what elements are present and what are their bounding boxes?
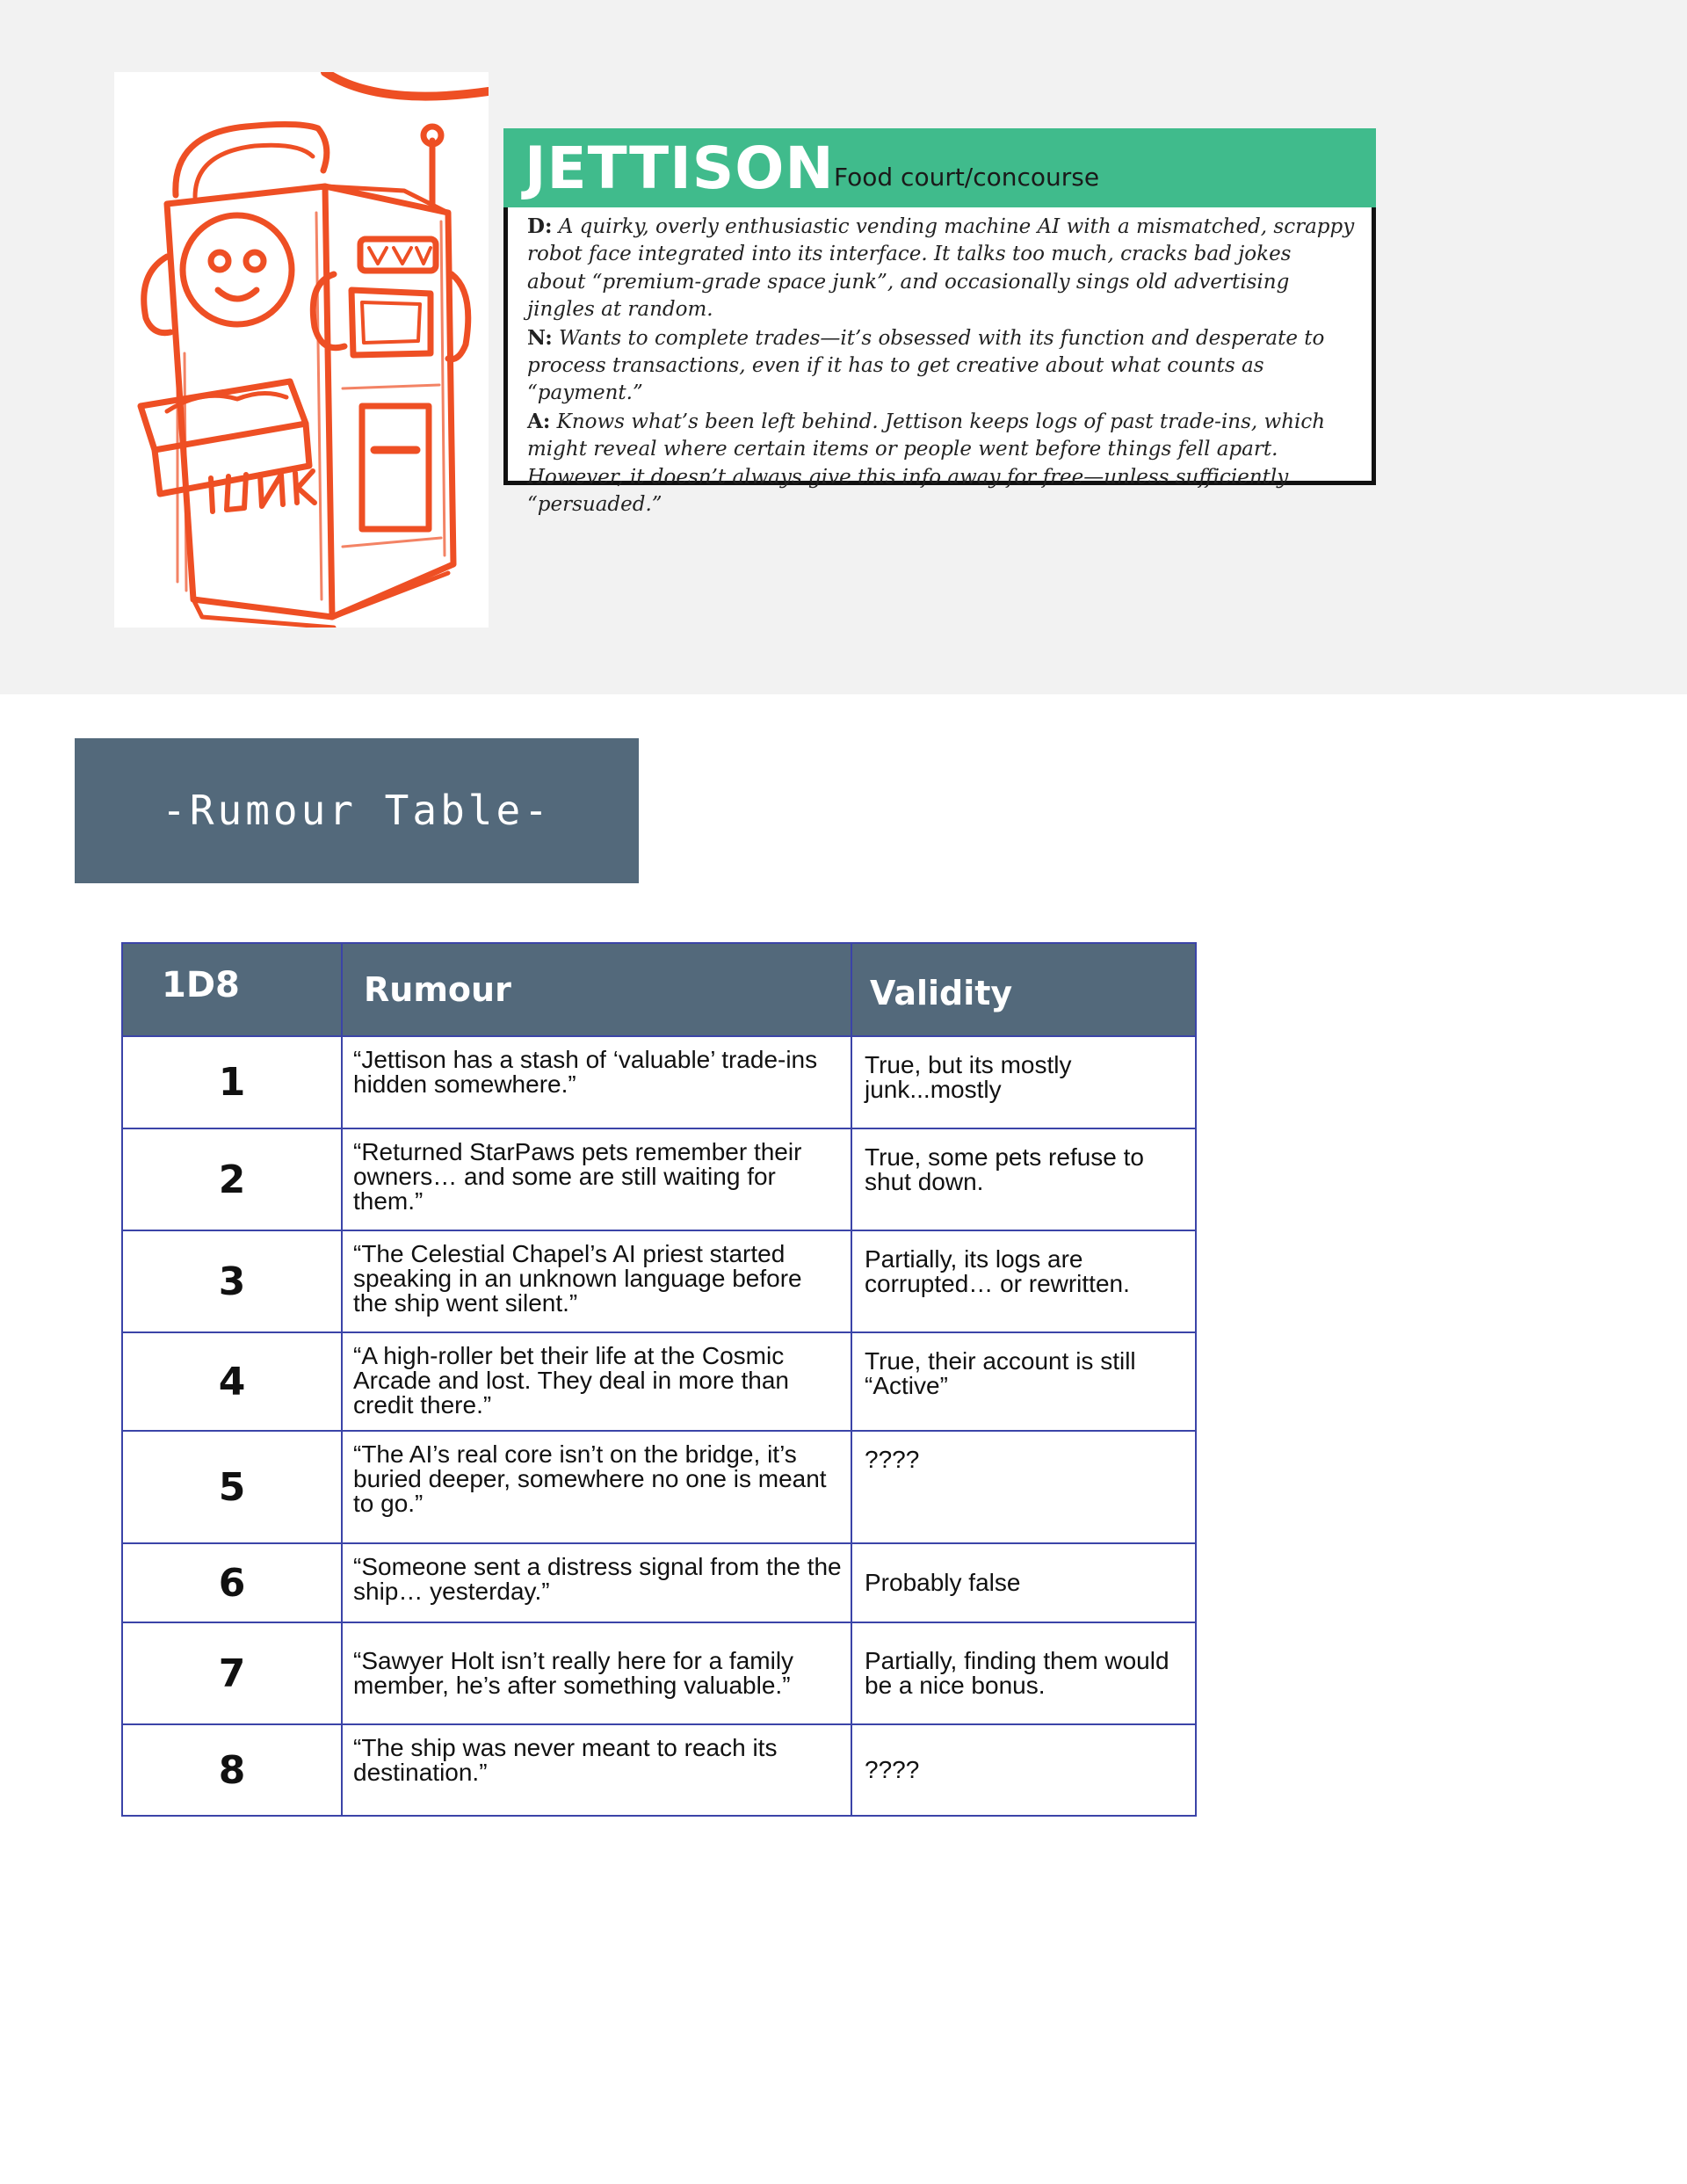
table-header-row (122, 943, 1196, 1036)
header-validity: Validity (851, 943, 1196, 1036)
npc-card (503, 128, 1376, 517)
npc-description-n (527, 324, 1356, 408)
npc-name: JETTISON (525, 134, 835, 202)
roll-number: 3 (122, 1230, 342, 1332)
roll-number: 8 (122, 1724, 342, 1816)
rumour-text: “Someone sent a distress signal from the the ship… yesterday.” (342, 1543, 851, 1622)
rumour-banner (75, 738, 639, 883)
roll-number: 6 (122, 1543, 342, 1622)
table-row (122, 1724, 1196, 1816)
roll-number: 5 (122, 1431, 342, 1543)
roll-number: 1 (122, 1036, 342, 1128)
validity-text: Partially, finding them would be a nice bonus. (851, 1622, 1196, 1724)
roll-number: 2 (122, 1128, 342, 1230)
table-row (122, 1622, 1196, 1724)
validity-text: True, their account is still “Active” (851, 1332, 1196, 1431)
description-key: N: (527, 325, 553, 350)
description-text: Knows what’s been left behind. Jettison keeps logs of past trade-ins, which might reveal where certain items or people went before things fell apart. However, it doesn’t always give this info away for free—unless sufficiently “persuaded.” (527, 410, 1326, 517)
header-dice: 1D8 (122, 943, 342, 1036)
table-row (122, 1230, 1196, 1332)
validity-text: Partially, its logs are corrupted… or rewritten. (851, 1230, 1196, 1332)
validity-text: True, some pets refuse to shut down. (851, 1128, 1196, 1230)
rumour-text: “The Celestial Chapel’s AI priest started speaking in an unknown language before the ship went silent.” (342, 1230, 851, 1332)
roll-number: 7 (122, 1622, 342, 1724)
npc-description-d (527, 213, 1356, 324)
rumour-table (121, 942, 1197, 1817)
rumour-banner-title: -Rumour Table- (162, 787, 552, 834)
npc-location: Food court/concourse (834, 163, 1100, 192)
validity-text: ???? (851, 1431, 1196, 1543)
rumour-text: “The AI’s real core isn’t on the bridge, it’s buried deeper, somewhere no one is meant to go.” (342, 1431, 851, 1543)
description-text: Wants to complete trades—it’s obsessed with its function and desperate to process transactions, even if it has to get creative about what counts as “payment.” (527, 326, 1325, 405)
description-text: A quirky, overly enthusiastic vending machine AI with a mismatched, scrappy robot face integrated into its interface. It talks too much, cracks bad jokes about “premium-grade space junk”, and occasionally sings old advertising jingles at random. (527, 215, 1355, 322)
header-rumour: Rumour (342, 943, 851, 1036)
validity-text: ???? (851, 1724, 1196, 1816)
rumour-text: “Sawyer Holt isn’t really here for a family member, he’s after something valuable.” (342, 1622, 851, 1724)
validity-text: True, but its mostly junk...mostly (851, 1036, 1196, 1128)
table-row (122, 1332, 1196, 1431)
rumour-text: “Returned StarPaws pets remember their owners… and some are still waiting for them.” (342, 1128, 851, 1230)
description-key: D: (527, 214, 553, 238)
table-row (122, 1431, 1196, 1543)
npc-header (503, 128, 1376, 207)
description-key: A: (527, 409, 551, 433)
table-row (122, 1128, 1196, 1230)
table-row (122, 1036, 1196, 1128)
npc-description-a (527, 408, 1356, 519)
roll-number: 4 (122, 1332, 342, 1431)
npc-description (503, 207, 1376, 517)
jettison-illustration (114, 72, 489, 628)
rumour-text: “The ship was never meant to reach its destination.” (342, 1724, 851, 1816)
validity-text: Probably false (851, 1543, 1196, 1622)
rumour-text: “Jettison has a stash of ‘valuable’ trade-ins hidden somewhere.” (342, 1036, 851, 1128)
rumour-text: “A high-roller bet their life at the Cosmic Arcade and lost. They deal in more than credit there.” (342, 1332, 851, 1431)
table-row (122, 1543, 1196, 1622)
